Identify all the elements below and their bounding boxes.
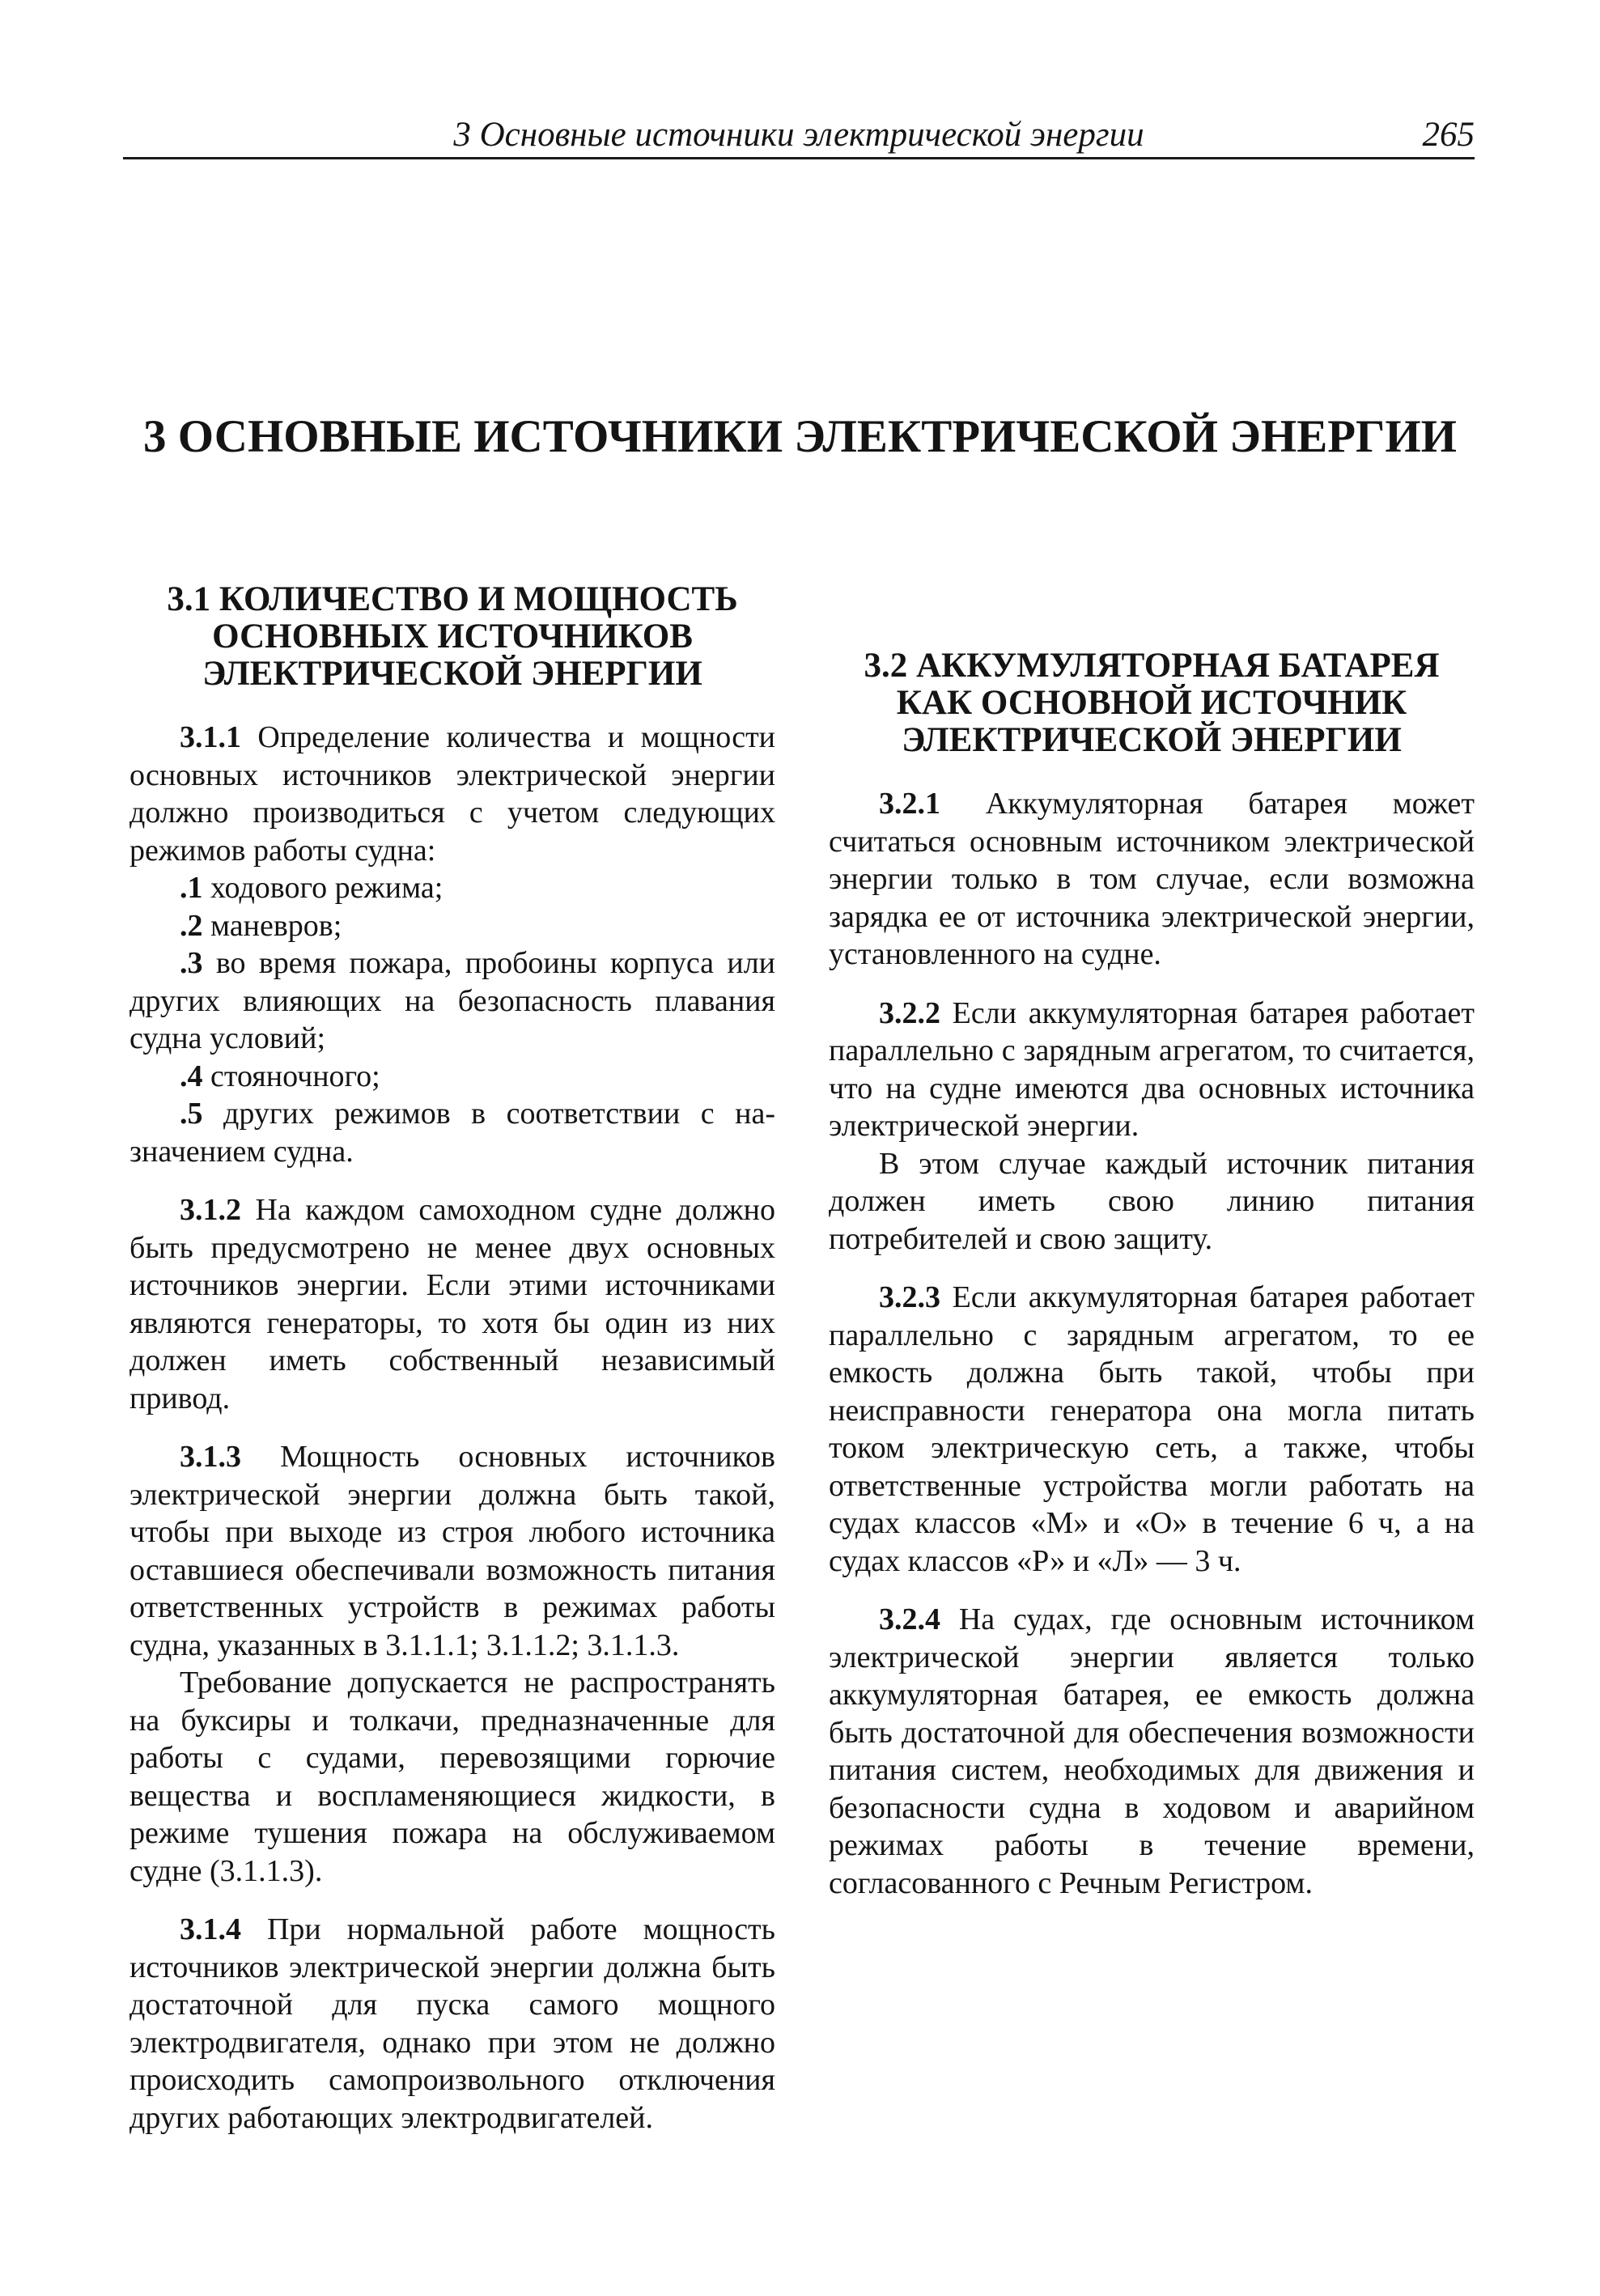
paragraph-3-2-2	[829, 995, 1475, 1145]
clause-number: 3.1.2	[180, 1193, 241, 1227]
paragraph-3-2-2-note: В этом случае каждый источник питания должен иметь свою линию питания потребителей и свою защиту.	[829, 1146, 1475, 1256]
paragraph-text: Определение количества и мощности основных источников электрической энергии должно производиться с учетом следующих режимов работы судна:	[129, 720, 776, 868]
item-text: во время пожара, пробоины корпуса или других влияющих на безопасность плавания судна условий;	[129, 946, 776, 1055]
item-text: маневров;	[210, 908, 342, 943]
paragraph-text: Если аккумуляторная батарея работает параллельно с зарядным агрегатом, то считается, что на судне имеются два основных источника электрической энергии.	[829, 995, 1475, 1143]
heading-line: 3.2 АККУМУЛЯТОРНАЯ БАТАРЕЯ	[864, 647, 1440, 685]
clause-number: 3.2.4	[879, 1602, 940, 1636]
item-number: .4	[180, 1059, 203, 1093]
paragraph-3-2-3	[829, 1279, 1475, 1580]
heading-line: ОСНОВНЫХ ИСТОЧНИКОВ	[212, 618, 693, 656]
chapter-title: 3 ОСНОВНЫЕ ИСТОЧНИКИ ЭЛЕКТРИЧЕСКОЙ ЭНЕРГИИ	[143, 411, 1457, 462]
list-item	[129, 1058, 775, 1096]
item-number: .2	[180, 908, 203, 943]
paragraph-text: Если аккумуляторная батарея работает параллельно с зарядным агрегатом, то ее емкость должна быть такой, чтобы при неисправности генератора она могла питать током электрическую сеть, а также, чтобы ответственные устройства могли работать на судах классов «М» и «О» в течение 6 ч, а на судах классов «Р» и «Л» — 3 ч.	[829, 1280, 1475, 1578]
paragraph-3-1-3-note: Требование допускается не распространять на буксиры и толкачи, предназначенные для работы с судами, перевозящими горючие вещества и воспламеняющиеся жидкости, в режиме тушения пожара на обслуживаемом судне (3.1.1.3).	[129, 1666, 775, 1888]
list-item	[129, 944, 775, 1058]
list-item	[129, 907, 775, 945]
paragraph-3-1-1	[129, 719, 775, 869]
list-item	[129, 869, 775, 907]
running-header	[123, 113, 1475, 159]
item-text: стояночного;	[210, 1059, 380, 1093]
item-number: .1	[180, 871, 203, 905]
paragraph-text: На каждом самоходном судне должно быть предусмотрено не менее двух основных источников энергии. Если этими источниками являются генераторы, то хотя бы один из них должен иметь собственный независимый привод.	[129, 1193, 776, 1415]
paragraph-3-2-1	[829, 785, 1475, 974]
page-number: 265	[1422, 116, 1475, 154]
clause-number: 3.2.3	[879, 1280, 940, 1314]
clause-number: 3.1.3	[180, 1440, 241, 1474]
paragraph-text: Аккумуляторная батарея может считаться основным источником электрической энергии только в том случае, если возможна зарядка ее от источника электрической энергии, установленного на судне.	[829, 787, 1475, 971]
item-number: .3	[180, 946, 203, 980]
paragraph-3-1-4	[129, 1911, 775, 2137]
clause-number: 3.1.4	[180, 1912, 241, 1946]
heading-line: ЭЛЕКТРИЧЕСКОЙ ЭНЕРГИИ	[202, 655, 702, 693]
paragraph-text: Мощность основных источников электрической энергии должна быть такой, чтобы при выходе из строя любого источника оставшиеся обеспечивали возможность питания ответственных устройств в режимах работы судна, указанных в 3.1.1.1; 3.1.1.2; 3.1.1.3.	[129, 1440, 775, 1662]
paragraph-text: На судах, где основным источником электрической энергии является только аккумуляторная батарея, ее емкость должна быть достаточной для обеспечения возможности питания систем, необходимых для движения и безопасности судна в ходовом и аварийном режимах работы в течение времени, согласованного с Речным Регистром.	[829, 1602, 1475, 1900]
clause-number: 3.2.2	[879, 995, 940, 1030]
heading-line: КАК ОСНОВНОЙ ИСТОЧНИК	[896, 684, 1407, 722]
list-item	[129, 1095, 775, 1170]
clause-number: 3.1.1	[180, 720, 241, 754]
left-column	[129, 581, 775, 2137]
paragraph-text: При нормальной работе мощность источников электрической энергии должна быть достаточной для пуска самого мощного электродвигателя, однако при этом не должно происходить самопроизвольного отключения других работающих электродвигателей.	[129, 1912, 775, 2135]
paragraph-3-1-3	[129, 1438, 775, 1664]
section-3-2-heading	[829, 647, 1475, 759]
running-header-title: 3 Основные источники электрической энергии	[453, 116, 1144, 154]
item-text: ходового режима;	[210, 871, 444, 905]
section-3-1-heading	[129, 581, 775, 693]
item-text: других режимов в соответствии с назначением судна.	[129, 1097, 775, 1169]
item-number: .5	[180, 1097, 203, 1131]
clause-number: 3.2.1	[879, 787, 940, 821]
heading-line: ЭЛЕКТРИЧЕСКОЙ ЭНЕРГИИ	[902, 721, 1402, 759]
right-column	[829, 581, 1475, 1902]
heading-line: 3.1 КОЛИЧЕСТВО И МОЩНОСТЬ	[167, 580, 738, 618]
paragraph-3-2-4	[829, 1601, 1475, 1902]
paragraph-3-1-2	[129, 1191, 775, 1417]
